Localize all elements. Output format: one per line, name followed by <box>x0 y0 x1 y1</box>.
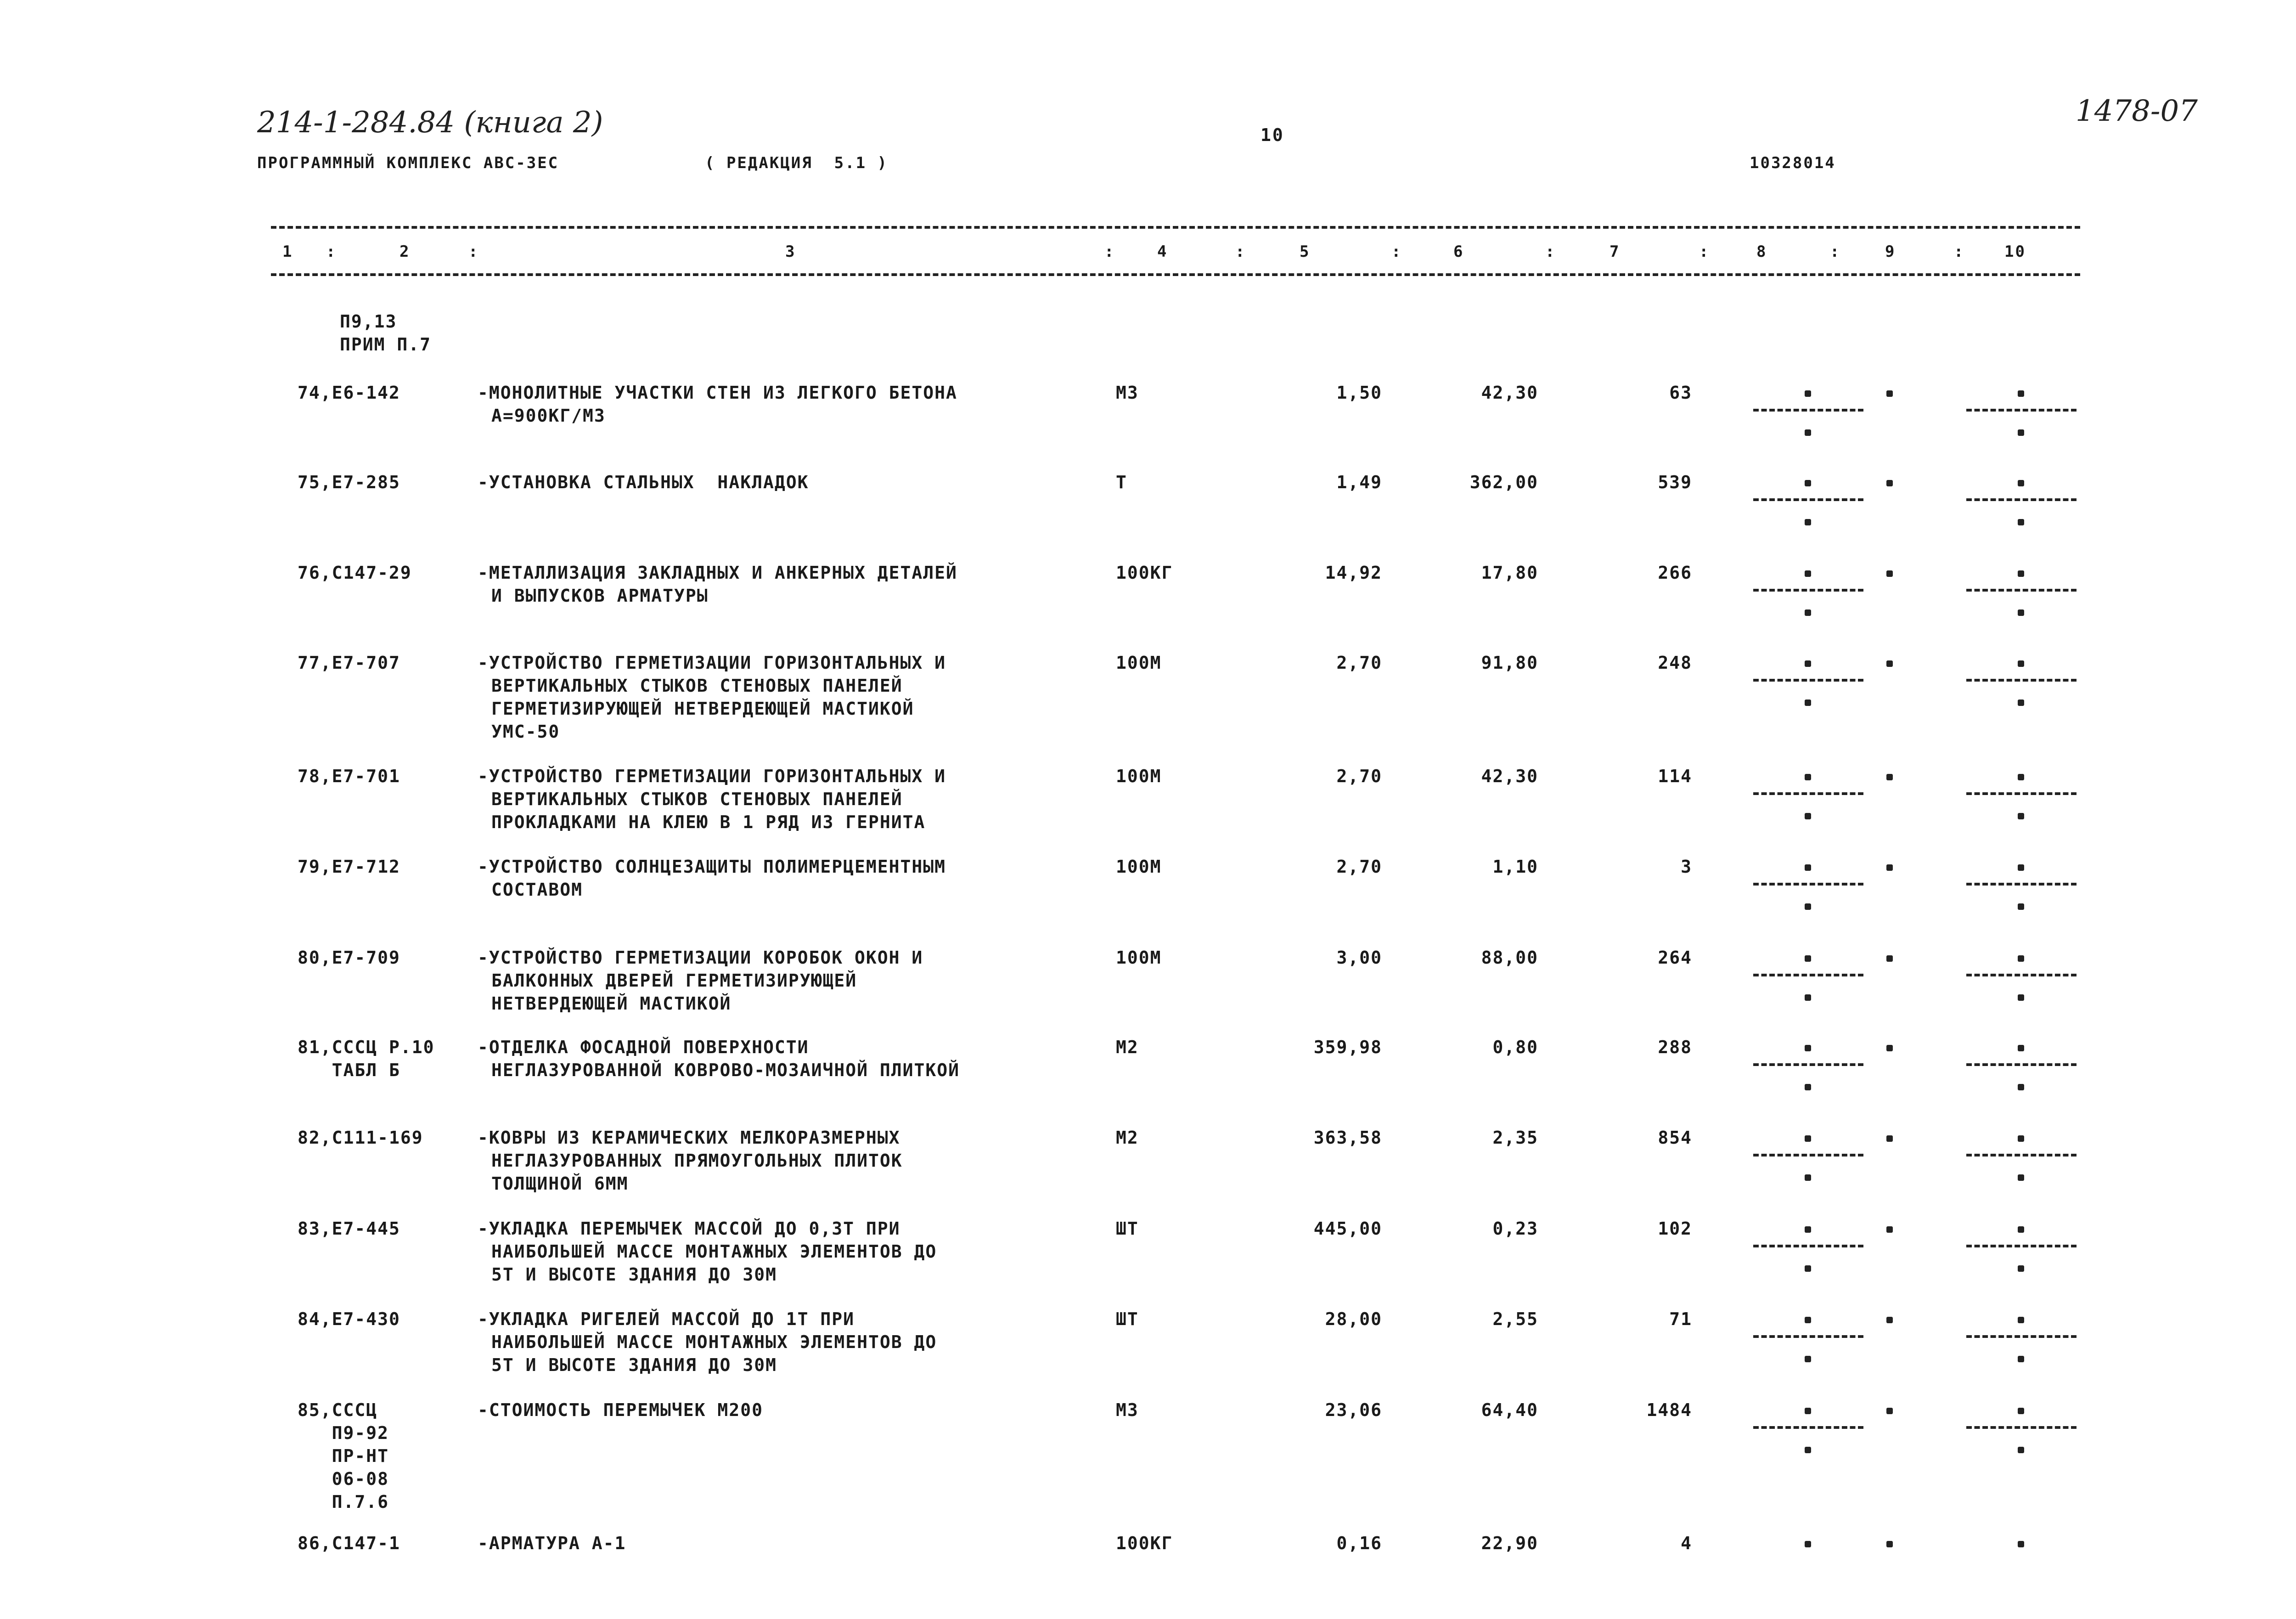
empty-cell-rule <box>1753 679 1863 682</box>
dash-mark <box>2018 1356 2024 1362</box>
dash-mark <box>1805 519 1811 525</box>
row-description-line: ПРОКЛАДКАМИ НА КЛЕЮ В 1 РЯД ИЗ ГЕРНИТА <box>491 812 926 832</box>
empty-cell-rule <box>1753 1245 1863 1247</box>
empty-cell-rule <box>1753 498 1863 501</box>
dash-mark <box>2018 994 2024 1001</box>
pre-note-line-2: ПРИМ П.7 <box>340 334 432 355</box>
column-header-9: 9 <box>1885 243 1896 261</box>
row-quantity: 28,00 <box>1325 1309 1382 1329</box>
dash-mark <box>1805 1356 1811 1362</box>
empty-cell-rule <box>1753 792 1863 795</box>
dash-mark <box>1886 1226 1893 1233</box>
dash-mark <box>1886 774 1893 780</box>
row-unit-price: 362,00 <box>1469 472 1538 492</box>
row-quantity: 3,00 <box>1336 948 1382 968</box>
dash-mark <box>1805 429 1811 436</box>
row-unit: 100М <box>1116 766 1162 786</box>
empty-cell-rule <box>1753 1063 1863 1066</box>
dash-mark <box>1805 390 1811 397</box>
row-code-line: П.7.6 <box>298 1492 389 1512</box>
column-separator: : <box>1545 243 1556 261</box>
column-separator: : <box>1830 243 1841 261</box>
row-unit-price: 88,00 <box>1481 948 1538 968</box>
row-description-line: -МЕТАЛЛИЗАЦИЯ ЗАКЛАДНЫХ И АНКЕРНЫХ ДЕТАЛЕЙ <box>478 563 957 583</box>
row-description-line: 5Т И ВЫСОТЕ ЗДАНИЯ ДО 30М <box>491 1355 777 1375</box>
dash-mark <box>1805 570 1811 577</box>
column-separator: : <box>1104 243 1115 261</box>
program-edition: ( РЕДАКЦИЯ 5.1 ) <box>705 154 888 172</box>
dash-mark <box>2018 660 2024 667</box>
row-description-line: -ОТДЕЛКА ФОСАДНОЙ ПОВЕРХНОСТИ <box>478 1037 809 1057</box>
row-code-line: 79,Е7-712 <box>298 857 400 877</box>
row-description-line: НЕГЛАЗУРОВАННОЙ КОВРОВО-МОЗАИЧНОЙ ПЛИТКОЙ <box>491 1060 960 1080</box>
empty-cell-rule <box>1966 1245 2077 1247</box>
dash-mark <box>1805 1447 1811 1453</box>
dash-mark <box>2018 1135 2024 1142</box>
row-description-line: -УСТРОЙСТВО ГЕРМЕТИЗАЦИИ ГОРИЗОНТАЛЬНЫХ И <box>478 766 946 786</box>
column-separator: : <box>468 243 479 261</box>
row-description-line: -УСТАНОВКА СТАЛЬНЫХ НАКЛАДОК <box>478 472 809 492</box>
row-total: 102 <box>1658 1218 1692 1239</box>
document-id: 10328014 <box>1750 154 1836 172</box>
dash-mark <box>1805 955 1811 962</box>
dash-mark <box>2018 429 2024 436</box>
dash-mark <box>2018 1447 2024 1453</box>
row-unit: ШТ <box>1116 1218 1139 1239</box>
row-total: 248 <box>1658 653 1692 673</box>
row-description-line: -СТОИМОСТЬ ПЕРЕМЫЧЕК М200 <box>478 1400 763 1420</box>
dash-mark <box>1886 660 1893 667</box>
row-description-line: А=900КГ/М3 <box>491 406 606 426</box>
dash-mark <box>1886 1317 1893 1323</box>
dash-mark <box>2018 1317 2024 1323</box>
dash-mark <box>1886 390 1893 397</box>
row-total: 266 <box>1658 563 1692 583</box>
column-header-10: 10 <box>2004 243 2026 261</box>
row-unit-price: 2,35 <box>1492 1128 1538 1148</box>
row-unit-price: 1,10 <box>1492 857 1538 877</box>
row-code-line: 74,Е6-142 <box>298 383 400 403</box>
column-header-1: 1 <box>282 243 293 261</box>
row-description-line: -УСТРОЙСТВО ГЕРМЕТИЗАЦИИ КОРОБОК ОКОН И <box>478 948 923 968</box>
dash-mark <box>1805 609 1811 616</box>
column-header-4: 4 <box>1157 243 1168 261</box>
row-code-line: П9-92 <box>298 1423 389 1443</box>
empty-cell-rule <box>1753 589 1863 592</box>
row-code-line: 06-08 <box>298 1469 389 1489</box>
dash-mark <box>2018 570 2024 577</box>
row-code-line: ПР-НТ <box>298 1446 389 1466</box>
row-unit: ШТ <box>1116 1309 1139 1329</box>
row-quantity: 1,50 <box>1336 383 1382 403</box>
dash-mark <box>1805 1084 1811 1090</box>
row-unit-price: 64,40 <box>1481 1400 1538 1420</box>
dash-mark <box>1805 1317 1811 1323</box>
row-unit-price: 0,23 <box>1492 1218 1538 1239</box>
row-unit-price: 42,30 <box>1481 766 1538 786</box>
row-total: 4 <box>1681 1533 1692 1553</box>
row-total: 3 <box>1681 857 1692 877</box>
row-description-line: -УКЛАДКА РИГЕЛЕЙ МАССОЙ ДО 1Т ПРИ <box>478 1309 855 1329</box>
row-description-line: СОСТАВОМ <box>491 880 583 900</box>
row-unit: 100М <box>1116 653 1162 673</box>
dash-mark <box>1886 1135 1893 1142</box>
dash-mark <box>2018 1265 2024 1272</box>
row-description-line: 5Т И ВЫСОТЕ ЗДАНИЯ ДО 30М <box>491 1264 777 1285</box>
row-description-line: НАИБОЛЬШЕЙ МАССЕ МОНТАЖНЫХ ЭЛЕМЕНТОВ ДО <box>491 1332 937 1352</box>
column-header-7: 7 <box>1609 243 1621 261</box>
handwritten-document-code: 214-1-284.84 (книга 2) <box>257 106 603 140</box>
row-unit: М2 <box>1116 1037 1139 1057</box>
row-description-line: -УКЛАДКА ПЕРЕМЫЧЕК МАССОЙ ДО 0,3Т ПРИ <box>478 1218 900 1239</box>
table-header-rule <box>271 273 2080 276</box>
dash-mark <box>1805 1408 1811 1414</box>
row-code-line: 80,Е7-709 <box>298 948 400 968</box>
dash-mark <box>2018 519 2024 525</box>
row-quantity: 359,98 <box>1313 1037 1382 1057</box>
column-header-8: 8 <box>1756 243 1767 261</box>
row-total: 854 <box>1658 1128 1692 1148</box>
row-description-line: -МОНОЛИТНЫЕ УЧАСТКИ СТЕН ИЗ ЛЕГКОГО БЕТОНА <box>478 383 957 403</box>
row-description-line: НЕГЛАЗУРОВАННЫХ ПРЯМОУГОЛЬНЫХ ПЛИТОК <box>491 1151 903 1171</box>
empty-cell-rule <box>1753 1154 1863 1156</box>
row-total: 1484 <box>1646 1400 1692 1420</box>
dash-mark <box>1805 774 1811 780</box>
dash-mark <box>1886 1045 1893 1051</box>
dash-mark <box>2018 699 2024 706</box>
dash-mark <box>2018 609 2024 616</box>
dash-mark <box>1805 1135 1811 1142</box>
dash-mark <box>1886 955 1893 962</box>
dash-mark <box>1805 994 1811 1001</box>
empty-cell-rule <box>1966 498 2077 501</box>
dash-mark <box>1886 864 1893 871</box>
row-quantity: 2,70 <box>1336 653 1382 673</box>
dash-mark <box>1805 1174 1811 1181</box>
row-quantity: 0,16 <box>1336 1533 1382 1553</box>
dash-mark <box>2018 1174 2024 1181</box>
row-code-line: 82,С111-169 <box>298 1128 423 1148</box>
dash-mark <box>1886 1541 1893 1547</box>
dash-mark <box>2018 1084 2024 1090</box>
empty-cell-rule <box>1966 409 2077 412</box>
page-number: 10 <box>1261 125 1284 145</box>
dash-mark <box>1805 1265 1811 1272</box>
empty-cell-rule <box>1753 409 1863 412</box>
empty-cell-rule <box>1966 1426 2077 1429</box>
row-code-line: 84,Е7-430 <box>298 1309 400 1329</box>
dash-mark <box>2018 1226 2024 1233</box>
pre-note-line-1: П9,13 <box>340 311 397 332</box>
row-quantity: 2,70 <box>1336 857 1382 877</box>
empty-cell-rule <box>1966 1063 2077 1066</box>
dash-mark <box>1886 570 1893 577</box>
column-separator: : <box>1235 243 1246 261</box>
row-unit: 100КГ <box>1116 563 1173 583</box>
dash-mark <box>1805 1045 1811 1051</box>
empty-cell-rule <box>1966 974 2077 976</box>
row-unit-price: 2,55 <box>1492 1309 1538 1329</box>
dash-mark <box>1805 903 1811 910</box>
column-header-5: 5 <box>1300 243 1311 261</box>
row-total: 264 <box>1658 948 1692 968</box>
dash-mark <box>2018 903 2024 910</box>
row-description-line: НАИБОЛЬШЕЙ МАССЕ МОНТАЖНЫХ ЭЛЕМЕНТОВ ДО <box>491 1241 937 1262</box>
empty-cell-rule <box>1966 792 2077 795</box>
row-description-line: ВЕРТИКАЛЬНЫХ СТЫКОВ СТЕНОВЫХ ПАНЕЛЕЙ <box>491 789 903 809</box>
empty-cell-rule <box>1753 883 1863 886</box>
row-unit: М2 <box>1116 1128 1139 1148</box>
row-unit: 100М <box>1116 857 1162 877</box>
empty-cell-rule <box>1966 679 2077 682</box>
handwritten-sheet-number: 1478-07 <box>2076 94 2198 128</box>
row-unit-price: 42,30 <box>1481 383 1538 403</box>
dash-mark <box>2018 1045 2024 1051</box>
row-code-line: 77,Е7-707 <box>298 653 400 673</box>
row-unit-price: 0,80 <box>1492 1037 1538 1057</box>
row-code-line: ТАБЛ Б <box>298 1060 400 1080</box>
row-unit: М3 <box>1116 383 1139 403</box>
row-unit: М3 <box>1116 1400 1139 1420</box>
row-code-line: 83,Е7-445 <box>298 1218 400 1239</box>
dash-mark <box>2018 390 2024 397</box>
dash-mark <box>2018 955 2024 962</box>
dash-mark <box>2018 480 2024 486</box>
row-description-line: -УСТРОЙСТВО ГЕРМЕТИЗАЦИИ ГОРИЗОНТАЛЬНЫХ И <box>478 653 946 673</box>
dash-mark <box>1805 813 1811 819</box>
column-separator: : <box>326 243 337 261</box>
row-unit: Т <box>1116 472 1127 492</box>
row-description-line: УМС-50 <box>491 722 560 742</box>
program-name: ПРОГРАММНЫЙ КОМПЛЕКС АВС-3ЕС <box>257 154 559 172</box>
row-description-line: ГЕРМЕТИЗИРУЮЩЕЙ НЕТВЕРДЕЮЩЕЙ МАСТИКОЙ <box>491 699 914 719</box>
empty-cell-rule <box>1966 589 2077 592</box>
row-code-line: 86,С147-1 <box>298 1533 400 1553</box>
dash-mark <box>2018 1408 2024 1414</box>
row-description-line: БАЛКОННЫХ ДВЕРЕЙ ГЕРМЕТИЗИРУЮЩЕЙ <box>491 970 857 991</box>
empty-cell-rule <box>1966 1154 2077 1156</box>
row-description-line: -КОВРЫ ИЗ КЕРАМИЧЕСКИХ МЕЛКОРАЗМЕРНЫХ <box>478 1128 900 1148</box>
row-total: 114 <box>1658 766 1692 786</box>
row-code-line: 75,Е7-285 <box>298 472 400 492</box>
dash-mark <box>2018 1541 2024 1547</box>
row-code-line: 76,С147-29 <box>298 563 412 583</box>
row-description-line: ВЕРТИКАЛЬНЫХ СТЫКОВ СТЕНОВЫХ ПАНЕЛЕЙ <box>491 676 903 696</box>
dash-mark <box>1805 660 1811 667</box>
column-header-2: 2 <box>400 243 411 261</box>
row-code-line: 81,СССЦ Р.10 <box>298 1037 435 1057</box>
dash-mark <box>2018 813 2024 819</box>
dash-mark <box>1886 480 1893 486</box>
empty-cell-rule <box>1753 974 1863 976</box>
row-description-line: -АРМАТУРА А-1 <box>478 1533 626 1553</box>
dash-mark <box>1805 1541 1811 1547</box>
row-total: 539 <box>1658 472 1692 492</box>
row-description-line: И ВЫПУСКОВ АРМАТУРЫ <box>491 586 709 606</box>
row-quantity: 23,06 <box>1325 1400 1382 1420</box>
row-description-line: НЕТВЕРДЕЮЩЕЙ МАСТИКОЙ <box>491 993 732 1014</box>
row-quantity: 2,70 <box>1336 766 1382 786</box>
column-header-6: 6 <box>1453 243 1464 261</box>
empty-cell-rule <box>1753 1426 1863 1429</box>
dash-mark <box>1886 1408 1893 1414</box>
row-unit: 100М <box>1116 948 1162 968</box>
row-code-line: 78,Е7-701 <box>298 766 400 786</box>
row-quantity: 14,92 <box>1325 563 1382 583</box>
dash-mark <box>1805 480 1811 486</box>
row-code-line: 85,СССЦ <box>298 1400 378 1420</box>
row-unit-price: 91,80 <box>1481 653 1538 673</box>
column-separator: : <box>1391 243 1402 261</box>
empty-cell-rule <box>1966 883 2077 886</box>
column-header-3: 3 <box>785 243 796 261</box>
empty-cell-rule <box>1753 1335 1863 1338</box>
row-total: 63 <box>1669 383 1692 403</box>
dash-mark <box>2018 774 2024 780</box>
row-description-line: ТОЛЩИНОЙ 6ММ <box>491 1173 629 1194</box>
dash-mark <box>1805 864 1811 871</box>
row-quantity: 363,58 <box>1313 1128 1382 1148</box>
row-unit-price: 22,90 <box>1481 1533 1538 1553</box>
dash-mark <box>1805 699 1811 706</box>
row-total: 71 <box>1669 1309 1692 1329</box>
row-quantity: 445,00 <box>1313 1218 1382 1239</box>
row-quantity: 1,49 <box>1336 472 1382 492</box>
row-description-line: -УСТРОЙСТВО СОЛНЦЕЗАЩИТЫ ПОЛИМЕРЦЕМЕНТНЫМ <box>478 857 946 877</box>
row-unit-price: 17,80 <box>1481 563 1538 583</box>
column-separator: : <box>1954 243 1965 261</box>
empty-cell-rule <box>1966 1335 2077 1338</box>
table-top-rule <box>271 226 2080 229</box>
column-separator: : <box>1699 243 1710 261</box>
dash-mark <box>2018 864 2024 871</box>
row-total: 288 <box>1658 1037 1692 1057</box>
row-unit: 100КГ <box>1116 1533 1173 1553</box>
dash-mark <box>1805 1226 1811 1233</box>
